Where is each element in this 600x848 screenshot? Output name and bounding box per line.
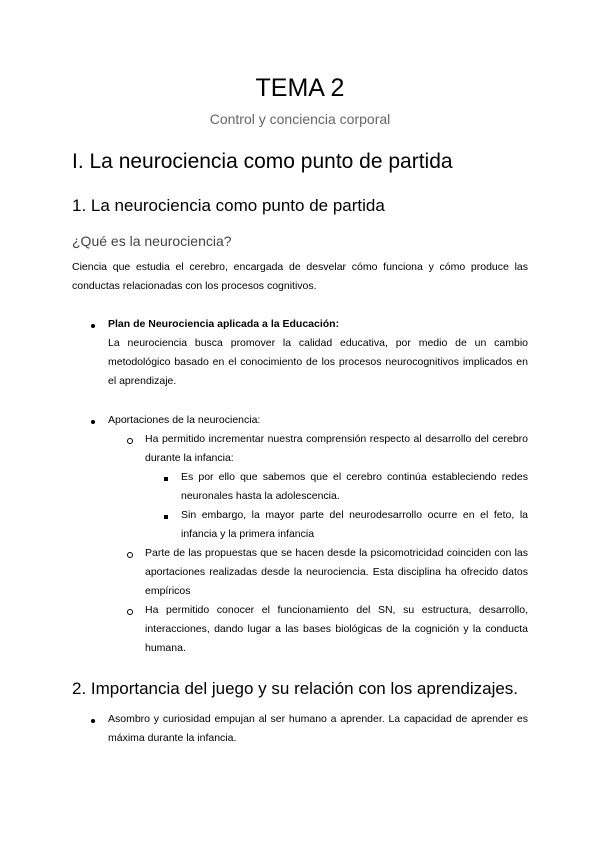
sub-bullet-marker	[127, 438, 133, 444]
chapter-heading: I. La neurociencia como punto de partida	[72, 150, 453, 173]
sub-sub-item-redes: Es por ello que sabemos que el cerebro continúa estableciendo redes neuronales hasta la adolescencia.	[181, 471, 528, 502]
sub-item-psicomotricidad: Parte de las propuestas que se hacen desde la psicomotricidad coinciden con las aportaciones realizadas desde la neurociencia. Esta disciplina ha ofrecido datos empíricos	[145, 547, 528, 597]
sub-item-comprension: Ha permitido incrementar nuestra comprensión respecto al desarrollo del cerebro durante la infancia:	[145, 433, 528, 464]
bullet-marker	[91, 324, 95, 328]
plan-text: La neurociencia busca promover la calidad educativa, por medio de un cambio metodológico basado en el conocimiento de los procesos neurocognitivos implicados en el aprendizaje.	[108, 337, 528, 387]
definition-paragraph: Ciencia que estudia el cerebro, encargada de desvelar cómo funciona y cómo produce las conductas relacionadas con los procesos cognitivos.	[72, 261, 528, 292]
document-title: TEMA 2	[255, 74, 345, 102]
sub-bullet-marker	[127, 609, 133, 615]
bullet-marker	[91, 719, 95, 723]
sub-bullet-marker	[127, 552, 133, 558]
sub-sub-item-neurodesarrollo: Sin embargo, la mayor parte del neurodesarrollo ocurre en el feto, la infancia y la primera infancia	[181, 509, 528, 540]
sub-item-sn: Ha permitido conocer el funcionamiento del SN, su estructura, desarrollo, interacciones, dando lugar a las bases biológicas de la cognición y la conducta humana.	[145, 604, 528, 654]
list-item-aportaciones: Aportaciones de la neurociencia:	[108, 414, 261, 426]
sub-sub-bullet-marker	[164, 515, 168, 519]
section-heading-1: 1. La neurociencia como punto de partida	[72, 196, 385, 215]
section-heading-2: 2. Importancia del juego y su relación con los aprendizajes.	[72, 679, 519, 698]
document-subtitle: Control y conciencia corporal	[209, 111, 391, 127]
list-item-asombro: Asombro y curiosidad empujan al ser humano a aprender. La capacidad de aprender es máxima durante la infancia.	[108, 713, 528, 744]
bullet-marker	[91, 420, 95, 424]
plan-title: Plan de Neurociencia aplicada a la Educación:	[108, 318, 340, 330]
sub-sub-bullet-marker	[164, 477, 168, 481]
subsection-heading: ¿Qué es la neurociencia?	[72, 233, 232, 249]
list-item-plan	[108, 315, 528, 391]
